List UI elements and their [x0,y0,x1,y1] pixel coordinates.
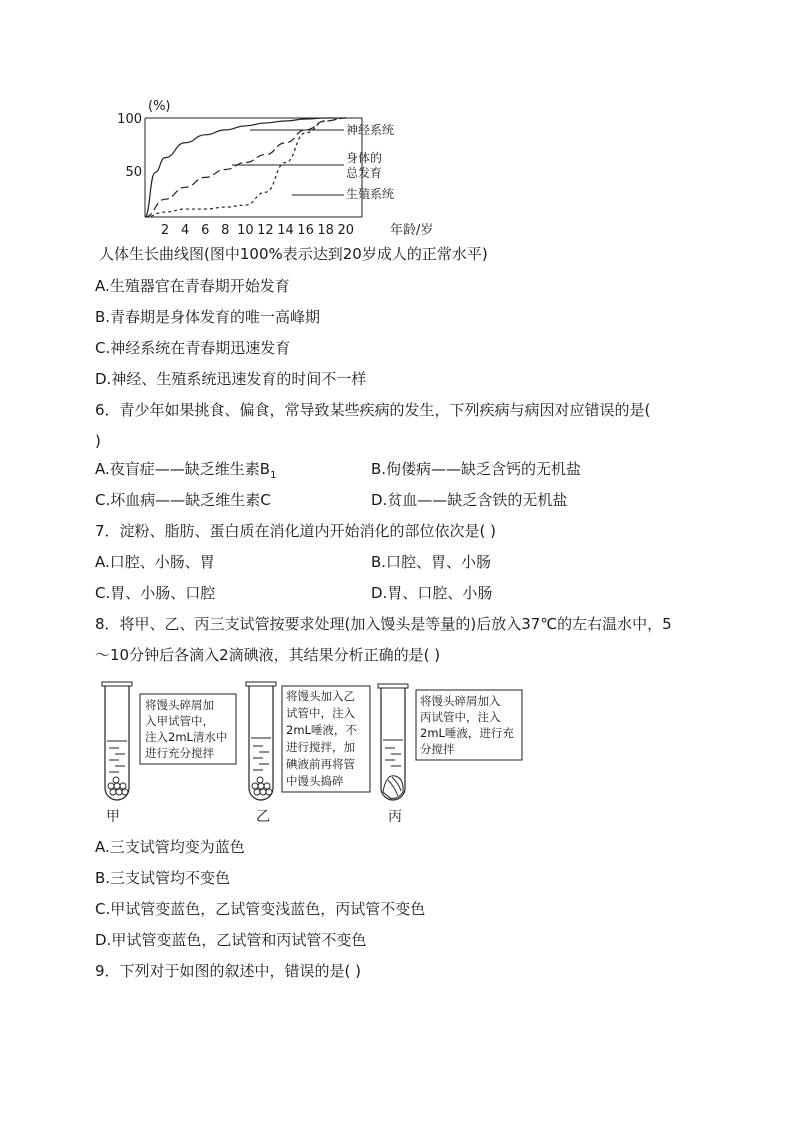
q7-option-d: D.胃、口腔、小肠 [371,584,493,602]
y-tick-100: 100 [117,112,142,127]
box-yi-line-6: 中馒头捣碎 [286,774,344,788]
q8-option-d: D.甲试管变蓝色，乙试管和丙试管不变色 [95,931,367,949]
chart-caption: 人体生长曲线图(图中100%表示达到20岁成人的正常水平) [99,245,488,263]
q7-option-a: A.口腔、小肠、胃 [95,553,215,571]
x-tick-20: 20 [337,223,354,238]
tube-label-bing: 丙 [388,809,402,825]
x-tick-16: 16 [297,223,314,238]
series-line-reproductive-system [145,118,346,217]
x-tick-18: 18 [317,223,334,238]
q6-option-b: B.佝偻病——缺乏含钙的无机盐 [371,460,582,478]
x-tick-8: 8 [221,223,230,238]
q6-option-a [95,459,276,486]
test-tubes-figure [98,676,538,832]
box-jia-line-1: 将馒头碎屑加 [145,698,214,712]
box-jia-line-4: 进行充分搅拌 [145,746,214,760]
tube-bing [378,684,408,800]
box-bing-line-4: 分搅拌 [420,742,455,756]
legend-body-2: 总发育 [346,166,383,180]
y-tick-50: 50 [125,165,142,180]
x-tick-12: 12 [257,223,274,238]
q8-option-a: A.三支试管均变为蓝色 [95,838,245,856]
q8-stem-line2: ～10分钟后各滴入2滴碘液，其结果分析正确的是( ) [95,646,441,664]
q8-stem-line1: 8．将甲、乙、丙三支试管按要求处理(加入馒头是等量的)后放入37℃的左右温水中，5 [95,615,672,633]
q5-option-c: C.神经系统在青春期迅速发育 [95,339,291,357]
box-jia-line-3: 注入2mL清水中 [145,730,228,744]
q6-stem-close: ) [95,432,101,450]
q7-option-b: B.口腔、胃、小肠 [371,553,492,571]
legend-body-1: 身体的 [346,151,383,165]
q5-option-d: D.神经、生殖系统迅速发育的时间不一样 [95,370,367,388]
q6-option-d: D.贫血——缺乏含铁的无机盐 [371,491,568,509]
box-jia-line-2: 入甲试管中， [145,714,214,728]
x-axis-label: 年龄/岁 [390,223,434,238]
q9-stem: 9．下列对于如图的叙述中，错误的是( ) [95,962,362,980]
x-tick-14: 14 [277,223,294,238]
box-bing-line-2: 丙试管中，注入 [420,710,501,724]
q5-option-b: B.青春期是身体发育的唯一高峰期 [95,308,321,326]
box-yi-line-4: 进行搅拌，加 [286,740,355,754]
q6-option-a-text: A.夜盲症——缺乏维生素B [95,460,271,478]
box-yi-line-2: 试管中，注入 [286,706,355,720]
tube-label-yi: 乙 [256,809,270,825]
x-tick-10: 10 [237,223,254,238]
series-line-body-growth [145,118,346,217]
x-tick-2: 2 [160,223,170,238]
legend-reproductive-system: 生殖系统 [346,187,395,201]
q6-option-c: C.坏血病——缺乏维生素C [95,491,271,509]
box-yi-line-5: 碘液前再将管 [286,757,355,771]
q7-stem: 7．淀粉、脂肪、蛋白质在消化道内开始消化的部位依次是( ) [95,522,497,540]
tube-yi [246,682,276,800]
box-yi-line-1: 将馒头加入乙 [286,689,355,703]
x-tick-6: 6 [201,223,210,238]
x-tick-4: 4 [181,223,190,238]
q6-stem: 6．青少年如果挑食、偏食，常导致某些疾病的发生，下列疾病与病因对应错误的是( [95,401,651,419]
box-bing-line-1: 将馒头碎屑加入 [420,694,501,708]
q6-option-a-sub: 1 [270,470,277,481]
q8-option-c: C.甲试管变蓝色，乙试管变浅蓝色，丙试管不变色 [95,900,426,918]
tube-label-jia: 甲 [106,809,120,825]
box-bing-line-3: 2mL唾液，进行充 [420,726,514,740]
tube-jia [102,682,132,800]
box-yi-line-3: 2mL唾液，不 [286,723,357,737]
growth-curve-chart [112,92,452,242]
q7-option-c: C.胃、小肠、口腔 [95,584,216,602]
series-line-nervous-system [145,118,346,217]
q8-option-b: B.三支试管均不变色 [95,869,231,887]
q5-option-a: A.生殖器官在青春期开始发育 [95,277,290,295]
legend-nervous-system: 神经系统 [346,123,395,137]
y-axis-label: (%) [148,99,171,114]
